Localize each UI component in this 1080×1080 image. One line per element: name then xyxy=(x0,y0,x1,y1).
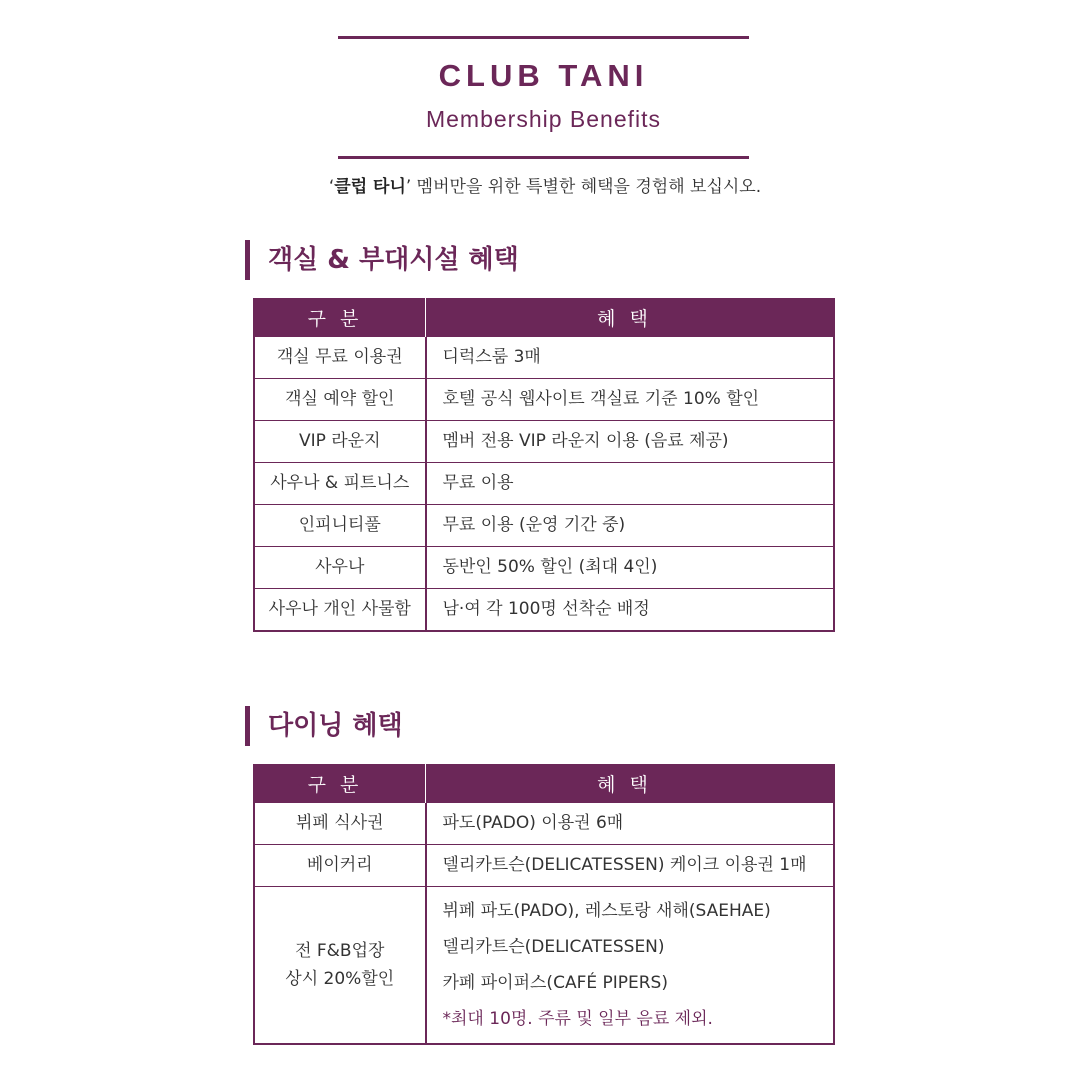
tagline-text: ’ 멤버만을 위한 특별한 혜택을 경험해 보십시오. xyxy=(405,177,762,197)
rooms-section-title: 객실 & 부대시설 혜택 xyxy=(245,240,519,280)
row-category: 사우나 & 피트니스 xyxy=(254,463,426,505)
fnb-category-line: 전 F&B업장 xyxy=(295,941,385,961)
table-row xyxy=(254,845,834,887)
dining-benefits-table xyxy=(253,764,835,1045)
table-row xyxy=(254,421,834,463)
row-benefit: 무료 이용 (운영 기간 중) xyxy=(426,505,835,547)
rooms-benefits-table xyxy=(253,298,835,632)
table-row xyxy=(254,505,834,547)
fnb-venue-line: 카페 파이퍼스(CAFÉ PIPERS) xyxy=(442,973,668,993)
table-row xyxy=(254,547,834,589)
row-benefit: 디럭스룸 3매 xyxy=(426,337,835,379)
table-header-row xyxy=(254,764,834,803)
dining-section-title: 다이닝 혜택 xyxy=(245,706,403,746)
header-category: 구분 xyxy=(254,298,426,337)
table-header-row xyxy=(254,298,834,337)
table-row xyxy=(254,379,834,421)
header-top-rule xyxy=(338,36,749,39)
row-benefit: 파도(PADO) 이용권 6매 xyxy=(426,803,835,845)
tagline xyxy=(200,172,890,197)
row-category: 베이커리 xyxy=(254,845,426,887)
row-category: 인피니티풀 xyxy=(254,505,426,547)
row-category: 객실 예약 할인 xyxy=(254,379,426,421)
table-row-fnb xyxy=(254,887,834,1045)
fnb-venue-line: 뷔페 파도(PADO), 레스토랑 새해(SAEHAE) xyxy=(442,901,771,921)
row-benefit: 동반인 50% 할인 (최대 4인) xyxy=(426,547,835,589)
header-category: 구분 xyxy=(254,764,426,803)
fnb-note: *최대 10명. 주류 및 일부 음료 제외. xyxy=(442,1009,713,1029)
header-bottom-rule xyxy=(338,156,749,159)
fnb-venue-line: 델리카트슨(DELICATESSEN) xyxy=(442,937,665,957)
row-benefit: 무료 이용 xyxy=(426,463,835,505)
tagline-club-name: 클럽 타니 xyxy=(334,177,406,197)
table-row xyxy=(254,463,834,505)
row-category: 사우나 개인 사물함 xyxy=(254,589,426,632)
row-benefit: 남·여 각 100명 선착순 배정 xyxy=(426,589,835,632)
fnb-category xyxy=(254,887,426,1045)
row-benefit: 델리카트슨(DELICATESSEN) 케이크 이용권 1매 xyxy=(426,845,835,887)
table-row xyxy=(254,337,834,379)
fnb-category-line: 상시 20%할인 xyxy=(285,969,395,989)
brand-title: CLUB TANI xyxy=(438,58,649,93)
fnb-benefit xyxy=(426,887,835,1045)
table-row xyxy=(254,803,834,845)
header-benefit: 혜택 xyxy=(426,298,835,337)
row-category: 사우나 xyxy=(254,547,426,589)
row-category: 뷔페 식사권 xyxy=(254,803,426,845)
row-benefit: 호텔 공식 웹사이트 객실료 기준 10% 할인 xyxy=(426,379,835,421)
tagline-quote-open: ‘ xyxy=(328,177,335,197)
header-benefit: 혜택 xyxy=(426,764,835,803)
row-category: VIP 라운지 xyxy=(254,421,426,463)
brand-subtitle: Membership Benefits xyxy=(425,106,662,132)
table-row xyxy=(254,589,834,632)
row-benefit: 멤버 전용 VIP 라운지 이용 (음료 제공) xyxy=(426,421,835,463)
row-category: 객실 무료 이용권 xyxy=(254,337,426,379)
